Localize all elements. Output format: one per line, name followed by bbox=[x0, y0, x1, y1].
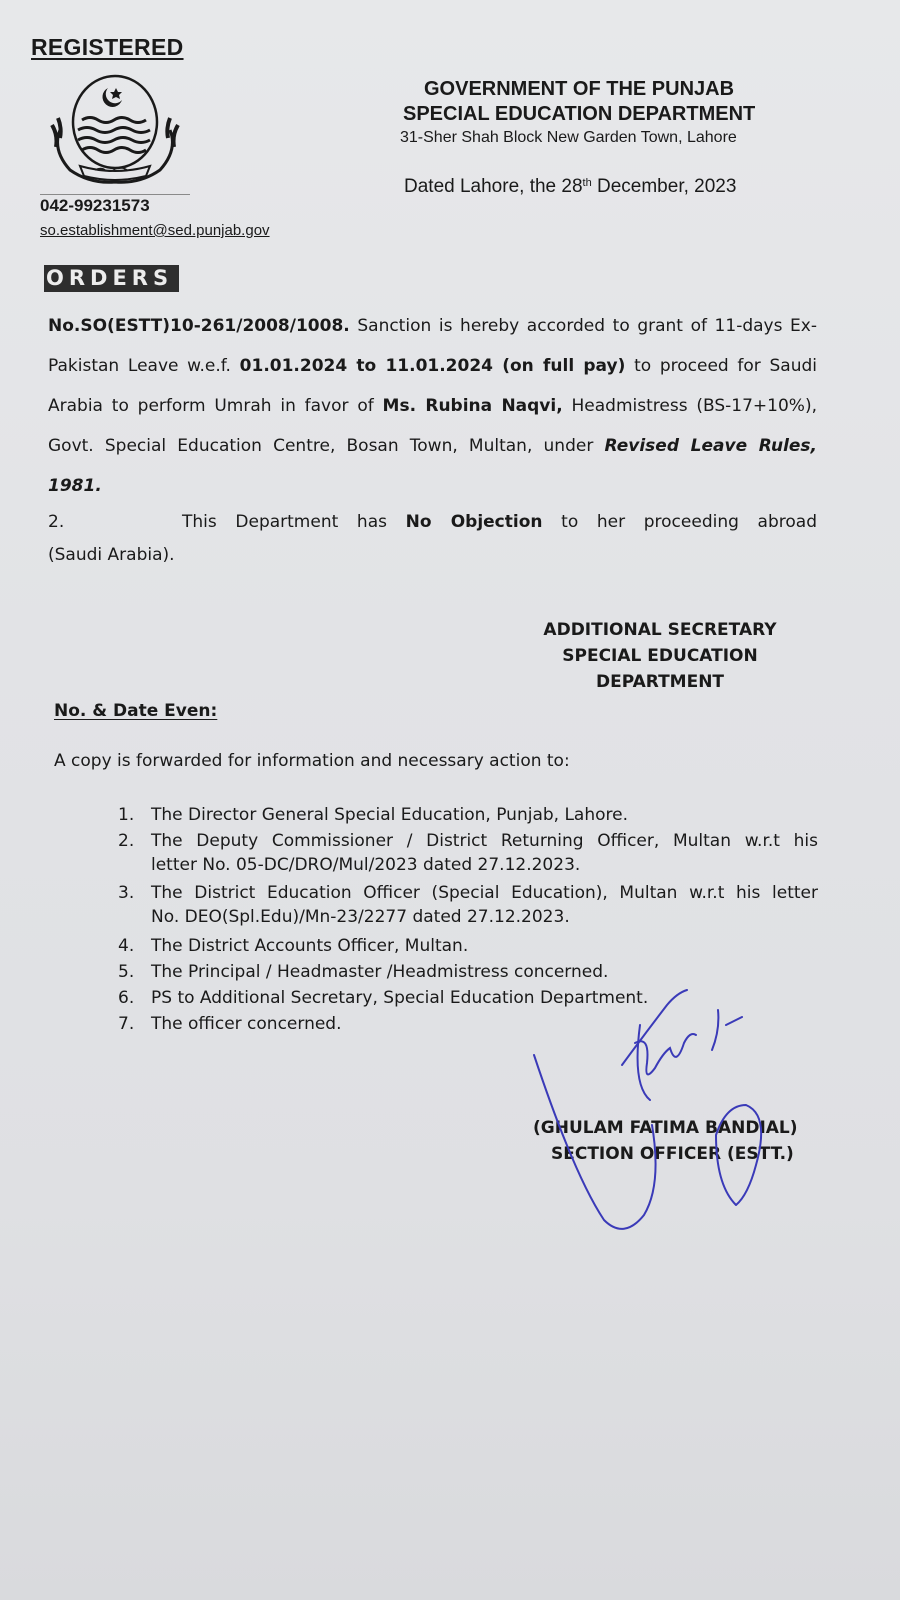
addl-secretary-dept-2: DEPARTMENT bbox=[595, 672, 725, 692]
department-heading: SPECIAL EDUCATION DEPARTMENT bbox=[403, 103, 756, 125]
order-paragraph-2 bbox=[182, 512, 817, 532]
orders-heading: ORDERS bbox=[44, 265, 179, 292]
no-date-even-heading: No. & Date Even: bbox=[54, 701, 218, 721]
p2-text-1: This Department has bbox=[182, 512, 406, 532]
officer-name: Ms. Rubina Naqvi, bbox=[382, 396, 563, 416]
p2-text-2: to her proceeding abroad bbox=[542, 512, 817, 532]
list-item: 2. The Deputy Commissioner / District Returning Officer, Multan w.r.t his letter No. 05-DC/DRO/Mul/2023 dated 27.12.2023. bbox=[118, 831, 818, 875]
copy-intro: A copy is forwarded for information and necessary action to: bbox=[54, 751, 570, 771]
punjab-emblem-icon bbox=[40, 70, 190, 188]
department-address: 31-Sher Shah Block New Garden Town, Lahore bbox=[400, 129, 737, 146]
date-prefix: Dated Lahore, the 28 bbox=[404, 176, 583, 197]
letter-date bbox=[404, 176, 736, 198]
list-item: 4. The District Accounts Officer, Multan. bbox=[118, 936, 469, 956]
paragraph-2-number: 2. bbox=[48, 512, 65, 532]
section-officer-name: (GHULAM FATIMA BANDIAL) bbox=[533, 1118, 798, 1138]
list-item: 3. The District Education Officer (Special Education), Multan w.r.t his letter No. DEO(Spl.Edu)/Mn-23/2277 dated 27.12.2023. bbox=[118, 883, 818, 927]
signature-icon bbox=[500, 985, 820, 1245]
list-item: 7. The officer concerned. bbox=[118, 1014, 342, 1034]
addl-secretary-title: ADDITIONAL SECRETARY bbox=[543, 620, 777, 640]
order-paragraph-1 bbox=[48, 306, 817, 506]
date-ordinal: th bbox=[582, 177, 592, 189]
order-text-2: to proceed for Saudi Arabia to perform Umrah in favor of bbox=[48, 356, 818, 416]
government-heading: GOVERNMENT OF THE PUNJAB bbox=[424, 78, 735, 100]
leave-period: 01.01.2024 to 11.01.2024 (on full pay) bbox=[239, 356, 626, 376]
section-officer-title: SECTION OFFICER (ESTT.) bbox=[551, 1144, 794, 1164]
no-objection: No Objection bbox=[405, 512, 543, 532]
phone-number: 042-99231573 bbox=[40, 196, 150, 215]
p2-line-2: (Saudi Arabia). bbox=[48, 545, 175, 565]
order-number: No.SO(ESTT)10-261/2008/1008. bbox=[48, 316, 350, 336]
registered-label: REGISTERED bbox=[31, 34, 184, 60]
leave-rules: Revised Leave Rules, 1981. bbox=[48, 436, 818, 496]
list-item: 1. The Director General Special Education, Punjab, Lahore. bbox=[118, 805, 628, 825]
order-text-1: Sanction is hereby accorded to grant of 11-days Ex-Pakistan Leave w.e.f. bbox=[48, 316, 817, 376]
logo-divider bbox=[40, 194, 190, 195]
list-item: 6. PS to Additional Secretary, Special Education Department. bbox=[118, 988, 649, 1008]
order-text-3: Headmistress (BS-17+10%), Govt. Special Education Centre, Bosan Town, Multan, under bbox=[48, 396, 817, 456]
list-item: 5. The Principal / Headmaster /Headmistress concerned. bbox=[118, 962, 609, 982]
addl-secretary-dept-1: SPECIAL EDUCATION bbox=[562, 646, 758, 666]
date-rest: December, 2023 bbox=[591, 176, 737, 197]
email-address[interactable]: so.establishment@sed.punjab.gov bbox=[40, 222, 270, 239]
